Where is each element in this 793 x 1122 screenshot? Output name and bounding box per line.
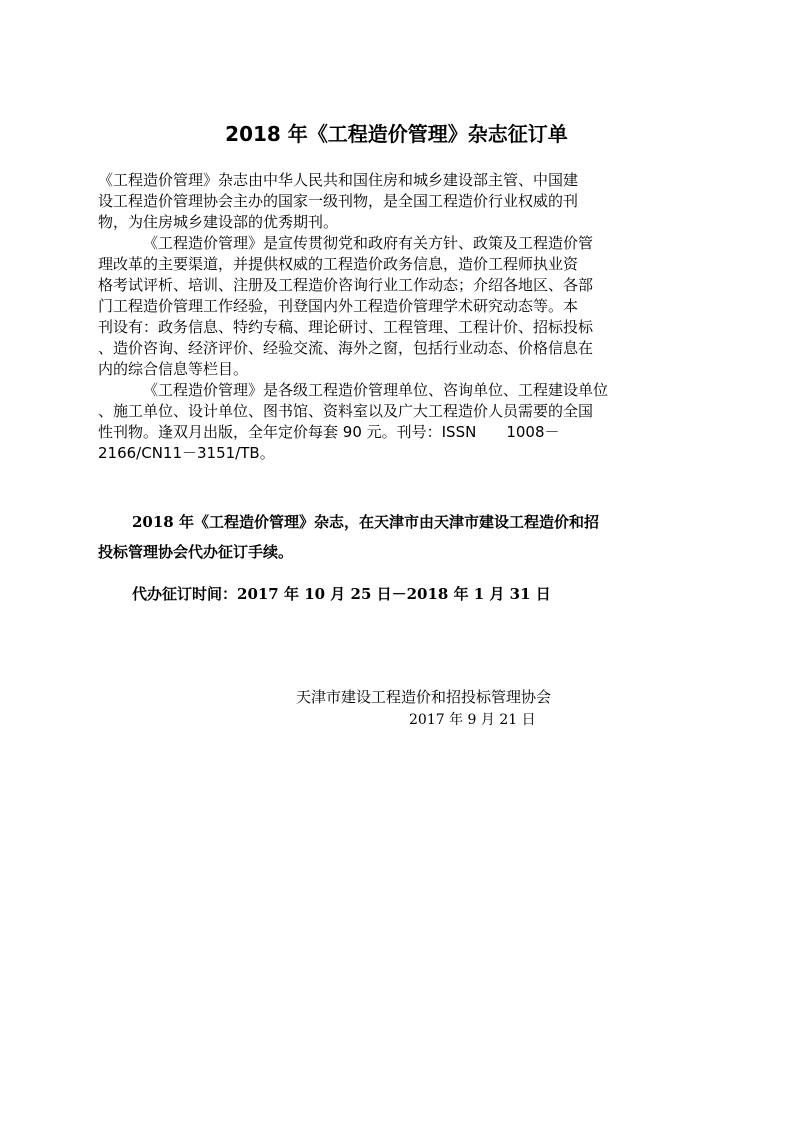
notice-line-2: 投标管理协会代办征订手续。 (98, 543, 294, 561)
issn-number: 1008－ (506, 423, 560, 441)
agency-notice (98, 507, 698, 567)
signature-organization: 天津市建设工程造价和招投标管理协会 (296, 688, 552, 706)
paragraph-3-line-1: 《工程造价管理》是各级工程造价管理单位、咨询单位、工程建设单位 (143, 381, 609, 399)
paragraph-1-line-3: 物，为住房城乡建设部的优秀期刊。 (98, 213, 339, 231)
paragraph-3-line-4: 2166/CN11－3151/TB。 (98, 444, 275, 462)
document-title: 2018 年《工程造价管理》杂志征订单 (225, 122, 568, 146)
paragraph-2-line-5: 刊设有：政务信息、特约专稿、理论研讨、工程管理、工程计价、招标投标 (98, 318, 594, 336)
paragraph-1-line-2: 设工程造价管理协会主办的国家一级刊物，是全国工程造价行业权威的刊 (98, 192, 579, 210)
paragraph-1-line-1: 《工程造价管理》杂志由中华人民共和国住房和城乡建设部主管、中国建 (98, 171, 579, 189)
document-body (98, 170, 698, 464)
paragraph-3-line-2: 、施工单位、设计单位、图书馆、资料室以及广大工程造价人员需要的全国 (98, 402, 594, 420)
paragraph-2-line-3: 格考试评析、培训、注册及工程造价咨询行业工作动态；介绍各地区、各部 (98, 276, 594, 294)
signature-date: 2017 年 9 月 21 日 (409, 712, 536, 728)
price-issn-text: 性刊物。逢双月出版，全年定价每套 90 元。刊号：ISSN (98, 423, 477, 441)
paragraph-3-line-3 (98, 422, 698, 443)
paragraph-2-line-7: 内的综合信息等栏目。 (98, 360, 249, 378)
paragraph-2-line-4: 门工程造价管理工作经验，刊登国内外工程造价管理学术研究动态等。本 (98, 297, 579, 315)
paragraph-2-line-2: 理改革的主要渠道，并提供权威的工程造价政务信息，造价工程师执业资 (98, 255, 579, 273)
notice-line-1: 2018 年《工程造价管理》杂志，在天津市由天津市建设工程造价和招 (132, 513, 599, 531)
paragraph-2-line-1: 《工程造价管理》是宣传贯彻党和政府有关方针、政策及工程造价管 (143, 234, 594, 252)
subscription-period: 代办征订时间：2017 年 10 月 25 日－2018 年 1 月 31 日 (132, 585, 551, 603)
paragraph-2-line-6: 、造价咨询、经济评价、经验交流、海外之窗，包括行业动态、价格信息在 (98, 339, 594, 357)
